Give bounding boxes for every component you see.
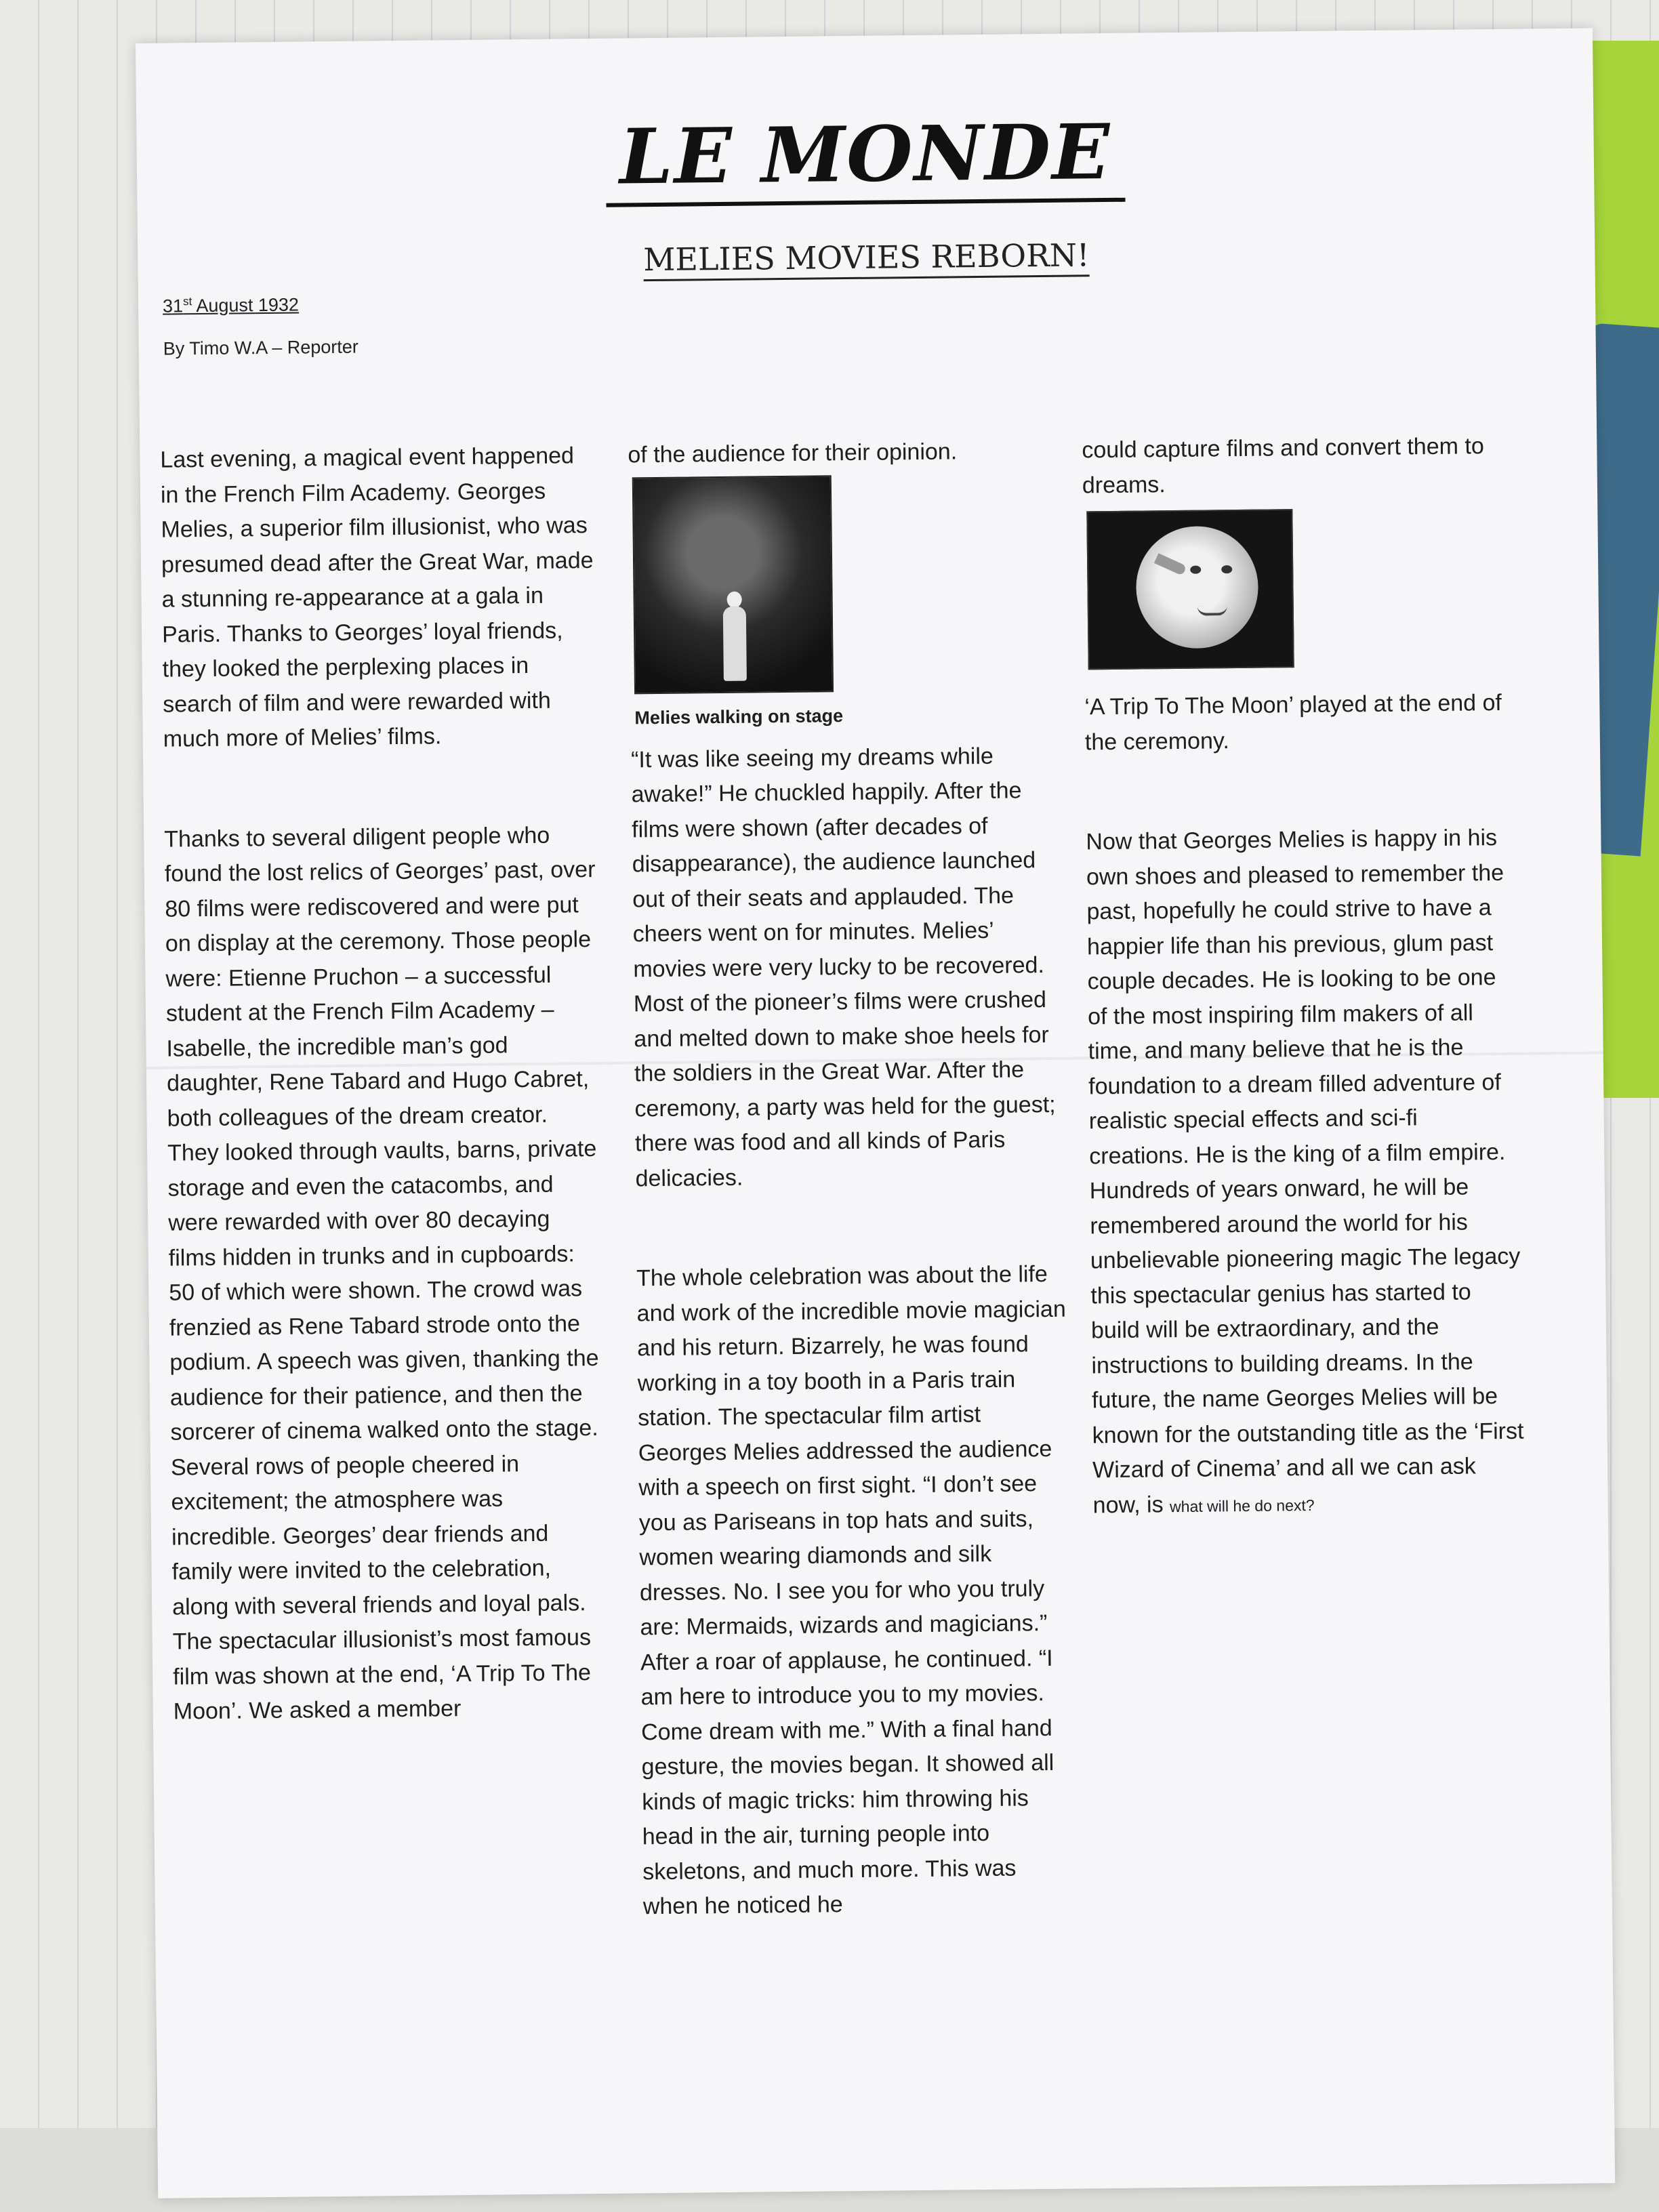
date-day: 31 — [162, 295, 184, 316]
paragraph: Thanks to several diligent people who found the lost relics of Georges’ past, over 80 films were rediscovered and were put on display at the ceremony. Those people were: Etienne Pruchon – a successful student at the French Film Academy – Isabelle, the incredible man’s god daughter, Rene Tabard and Hugo Cabret, both colleagues of the dream creator. They looked through vaults, barns, private storage and even the catacombs, and were rewarded with over 80 decaying films hidden in trunks and in cupboards: 50 of which were shown. The crowd was frenzied as Rene Tabard strode onto the podium. A speech was given, thanking the audience for their patience, and then the sorcerer of cinema walked onto the stage. Several rows of people cheered in excitement; the atmosphere was incredible. Georges’ dear friends and family were invited to the celebration, along with several friends and loyal pals. The spectacular illusionist’s most famous film was shown at the end, ‘A Trip To The Moon’. We asked a member — [164, 822, 599, 1725]
headline — [138, 231, 1595, 283]
figure-body — [723, 606, 747, 680]
trip-to-the-moon-photo — [1086, 509, 1294, 670]
masthead-text: LE MONDE — [605, 108, 1125, 207]
moon-eye — [1190, 566, 1201, 574]
paragraph: could capture films and convert them to dreams. — [1082, 433, 1484, 498]
newspaper-sheet — [136, 28, 1615, 2198]
paragraph: of the audience for their opinion. — [628, 438, 958, 468]
photo-caption: Melies walking on stage — [634, 705, 844, 728]
figure-head — [727, 591, 742, 607]
paragraph — [1086, 821, 1527, 1525]
masthead — [136, 102, 1594, 207]
paragraph: Last evening, a magical event happened in the French Film Academy. Georges Melies, a superior film illusionist, who was presumed dead after the Great War, made a stunning re-appearance at a gala in Paris. Thanks to Georges’ loyal friends, they looked the perplexing places in search of film and were rewarded with much more of Melies’ films. — [160, 443, 594, 752]
paragraph: The whole celebration was about the life and work of the incredible movie magician and his return. Bizarrely, he was found working in a toy booth in a Paris train station. The spectacular film artist Georges Melies addressed the audience with a speech on first sight. “I don’t see you as Pariseans in top hats and suits, women wearing diamonds and silk dresses. No. I see you for who you truly are: Mermaids, wizards and magicians.” After a roar of applause, he continued. “I am here to introduce you to my movies. Come dream with me.” With a final hand gesture, the movies began. It showed all kinds of magic tricks: him throwing his head in the air, turning people into skeletons, and much more. This was when he noticed he — [636, 1261, 1066, 1920]
paragraph-body: Now that Georges Melies is happy in his own shoes and pleased to remember the past, hopefully he could strive to have a happier life than his previous, glum past couple decades. He is looking to be one of the most inspiring film makers of all time, and many believe that he is the foundation to a dream filled adventure of realistic special effects and sci-fi creations. He is the king of a film empire. Hundreds of years onward, he will be remembered around the world for his unbelievable pioneering magic The legacy this spectacular genius has started to build will be extraordinary, and the instructions to building dreams. In the future, the name Georges Melies will be known for the outstanding title as the ‘First Wizard of Cinema’ and all we can ask now, is — [1086, 825, 1524, 1518]
article-column-1 — [160, 438, 607, 1729]
closing-question: what will he do next? — [1169, 1496, 1315, 1515]
dateline — [163, 293, 299, 316]
byline: By Timo W.A – Reporter — [163, 336, 359, 359]
date-rest: August 1932 — [192, 294, 300, 316]
date-suffix: st — [182, 295, 192, 308]
melies-stage-photo — [632, 475, 834, 694]
article-column-2 — [628, 434, 1077, 1925]
paragraph: “It was like seeing my dreams while awake!” He chuckled happily. After the films were shown (after decades of disappearance), the audience launched out of their seats and applauded. The cheers went on for minutes. Melies’ movies were very lucky to be recovered. Most of the pioneer’s films were crushed and melted down to make shoe heels for the soldiers in the Great War. After the ceremony, a party was held for the guest; there was food and all kinds of Paris delicacies. — [630, 743, 1056, 1191]
headline-text: MELIES MOVIES REBORN! — [643, 237, 1090, 281]
moon-face — [1136, 526, 1259, 649]
article-column-3 — [1082, 429, 1527, 1525]
moon-caption: ‘A Trip To The Moon’ played at the end of the ceremony. — [1084, 689, 1502, 755]
